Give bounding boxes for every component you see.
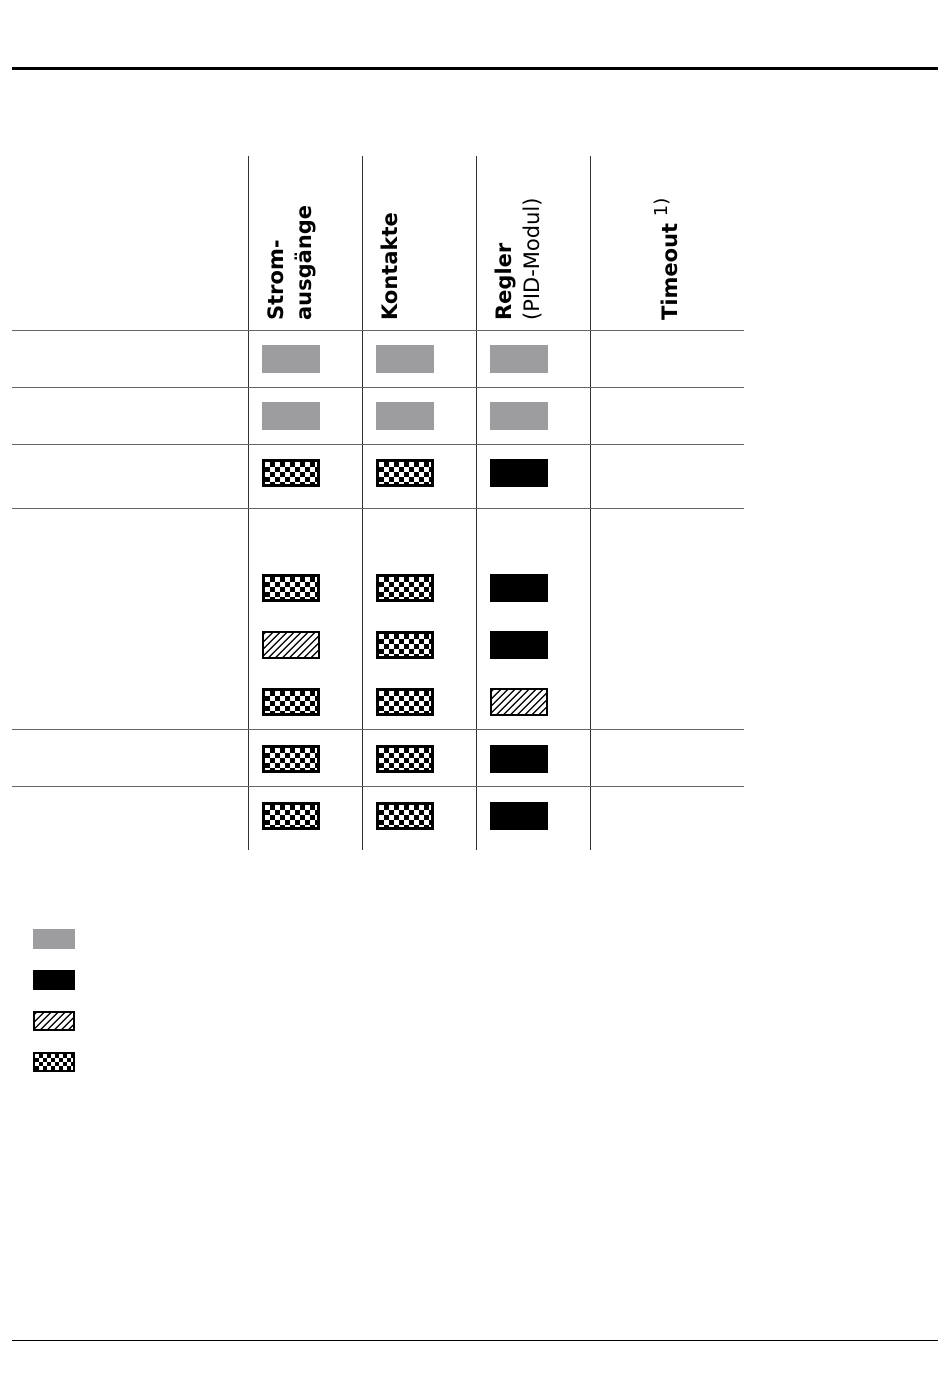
- status-cell-checker: [376, 745, 434, 773]
- legend-swatch-black: [33, 970, 75, 990]
- top-rule: [12, 67, 938, 70]
- status-cell-checker: [376, 459, 434, 487]
- header-row-divider: [12, 330, 744, 331]
- legend-swatch-hatched: [33, 1011, 75, 1031]
- status-cell-black: [490, 574, 548, 602]
- status-cell-hatched: [490, 688, 548, 716]
- status-cell-checker: [376, 802, 434, 830]
- column-divider: [248, 156, 249, 850]
- status-cell-gray: [490, 345, 548, 373]
- column-divider: [362, 156, 363, 850]
- status-cell-checker: [262, 574, 320, 602]
- status-cell-black: [490, 745, 548, 773]
- status-cell-black: [490, 802, 548, 830]
- legend-swatch-checker: [33, 1052, 75, 1072]
- status-cell-checker: [262, 802, 320, 830]
- status-cell-gray: [376, 402, 434, 430]
- status-cell-gray: [262, 402, 320, 430]
- column-header-regler: Regler (PID-Modul): [492, 197, 544, 320]
- status-cell-checker: [262, 459, 320, 487]
- status-cell-hatched: [262, 631, 320, 659]
- row-divider: [12, 786, 744, 787]
- status-cell-black: [490, 459, 548, 487]
- status-cell-checker: [262, 688, 320, 716]
- status-cell-gray: [490, 402, 548, 430]
- status-cell-checker: [376, 574, 434, 602]
- row-divider: [12, 444, 744, 445]
- status-cell-gray: [262, 345, 320, 373]
- column-header-stromausgaenge: Strom- ausgänge: [264, 204, 316, 320]
- status-cell-black: [490, 631, 548, 659]
- status-cell-checker: [376, 688, 434, 716]
- status-cell-checker: [376, 631, 434, 659]
- column-divider: [590, 156, 591, 850]
- bottom-rule: [12, 1340, 938, 1341]
- row-divider: [12, 387, 744, 388]
- row-divider: [12, 729, 744, 730]
- status-cell-checker: [262, 745, 320, 773]
- legend-swatch-gray: [33, 929, 75, 949]
- column-header-kontakte: Kontakte: [378, 212, 402, 320]
- column-header-timeout: Timeout 1): [651, 197, 682, 320]
- column-divider: [476, 156, 477, 850]
- status-cell-gray: [376, 345, 434, 373]
- row-divider: [12, 508, 744, 509]
